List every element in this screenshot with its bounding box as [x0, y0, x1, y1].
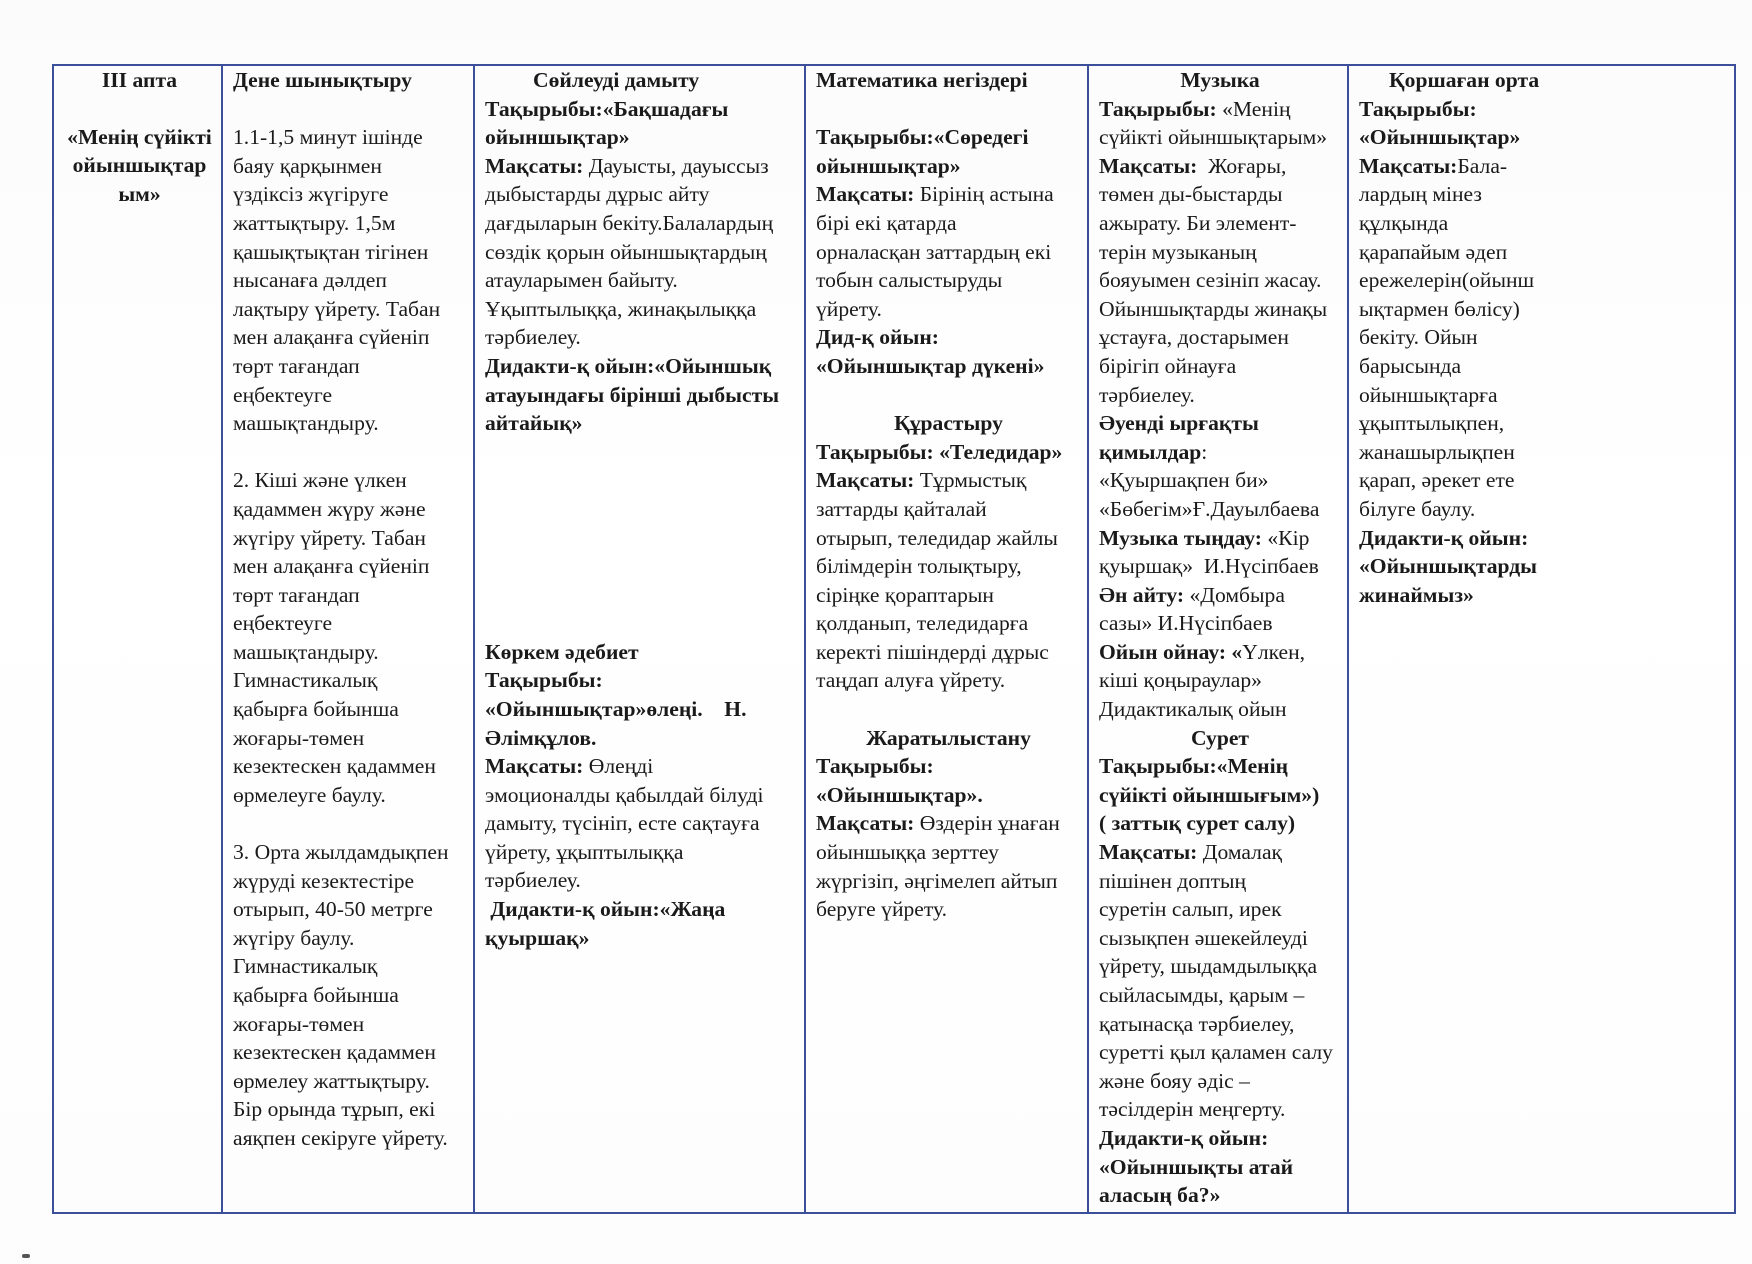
topic-label: Тақырыбы:	[485, 668, 603, 693]
text-line: білімдерін толықтыру,	[816, 554, 1022, 579]
text-line: бояуымен сезініп жасау.	[1099, 268, 1322, 293]
text-line: еңбектеуге	[233, 611, 333, 636]
text-line: беруге үйрету.	[816, 897, 948, 922]
goal-text: Дауысты, дауыссыз	[583, 153, 769, 178]
goal-label: Мақсаты:	[1359, 153, 1458, 178]
text-line: лақтыру үйрету. Табан	[233, 296, 441, 321]
text-line: жүгіру үйрету. Табан	[233, 525, 426, 550]
text-line: Ойыншықтарды жинақы	[1099, 296, 1328, 321]
text-line: ережелерін(ойынш	[1359, 268, 1535, 293]
text-line: «Бөбегім»Ғ.Дауылбаева	[1099, 496, 1320, 521]
text-line: керекті пішіндерді дұрыс	[816, 639, 1049, 664]
game-text: айтайық»	[485, 411, 583, 436]
text-line: аяқпен секіруге үйрету.	[233, 1125, 448, 1150]
text-line: тәрбиелеу.	[485, 325, 581, 350]
text-line: жүгіру баулу.	[233, 925, 355, 950]
text-line: жоғары-төмен	[233, 725, 365, 750]
topic-text: Әлімқұлов.	[485, 725, 597, 750]
goal-text: Өздерін ұнаған	[914, 811, 1060, 836]
topic-text: Тақырыбы: «Теледидар»	[816, 439, 1063, 464]
speech-development-cell	[474, 65, 805, 1213]
subject-header: Жаратылыстану	[866, 725, 1031, 750]
game-text: аласың ба?»	[1099, 1183, 1221, 1208]
goal-label: Мақсаты:	[1099, 153, 1198, 178]
text-line: атауларымен байыту.	[485, 268, 678, 293]
section-label: Ән айту:	[1099, 582, 1185, 607]
topic-text: Тақырыбы:«Сөредегі	[816, 125, 1029, 150]
goal-text: Өлеңді	[583, 754, 654, 779]
text-line: лардың мінез	[1359, 182, 1482, 207]
section-text: «Кір	[1261, 525, 1310, 550]
subject-header: Сөйлеуді дамыту	[533, 68, 700, 92]
game-text: атауындағы бірінші дыбысты	[485, 382, 780, 407]
topic-label: Тақырыбы:	[1099, 96, 1217, 121]
text-line: отырып, теледидар жайлы	[816, 525, 1058, 550]
text-line: бірігіп ойнауға	[1099, 353, 1237, 378]
text-line: кезектескен қадаммен	[233, 754, 436, 779]
text-line: нысанаға дәлдеп	[233, 268, 387, 293]
text-line: пішінен доптың	[1099, 868, 1247, 893]
text-line: жаттықтыру. 1,5м	[233, 210, 396, 235]
text-line: суретін салып, ирек	[1099, 897, 1282, 922]
text-line: қадаммен жүру және	[233, 496, 426, 521]
text-line: жоғары-төмен	[233, 1011, 365, 1036]
text-line: Ұқыптылыққа, жинақылыққа	[485, 296, 757, 321]
topic-label: Тақырыбы:	[485, 96, 603, 121]
subject-header: Көркем әдебиет	[485, 639, 639, 664]
text-line: үздіксіз жүгіруге	[233, 182, 389, 207]
text-line: сызықпен әшекейлеуді	[1099, 925, 1308, 950]
text-line: тәсілдерін меңгерту.	[1099, 1097, 1286, 1122]
physical-education-cell	[222, 65, 474, 1213]
text-line: 2. Кіші және үлкен	[233, 468, 407, 493]
text-line: сазы» И.Нүсіпбаев	[1099, 611, 1273, 636]
text-line: тобын салыстыруды	[816, 268, 1003, 293]
game-text: «Ойыншықтарды	[1359, 554, 1538, 579]
text-line: бекіту. Ойын	[1359, 325, 1478, 350]
goal-text: Домалақ	[1197, 840, 1283, 865]
topic-text: «Ойыншықтар»	[1359, 125, 1521, 150]
text-line: бірі екі қатарда	[816, 210, 957, 235]
scan-mark	[22, 1254, 30, 1258]
game-text: жинаймыз»	[1359, 582, 1474, 607]
text-line: суретті қыл қаламен салу	[1099, 1040, 1333, 1065]
text-line: 3. Орта жылдамдықпен	[233, 840, 449, 865]
text-line: білуге баулу.	[1359, 496, 1476, 521]
game-text: «Ойыншықтар дүкені»	[816, 353, 1045, 378]
text-line: қатынасқа тәрбиелеу,	[1099, 1011, 1295, 1036]
subject-header: Сурет	[1190, 725, 1250, 750]
table-row	[53, 65, 1735, 1213]
music-cell	[1088, 65, 1348, 1213]
week-theme-line: ойыншықтар	[72, 153, 207, 178]
text-line: ықтармен бөлісу)	[1359, 296, 1520, 321]
text-line: жүргізіп, әңгімелеп айтып	[816, 868, 1058, 893]
text-line: өрмелеу жаттықтыру.	[233, 1068, 430, 1093]
topic-text: Тақырыбы:«Менің	[1099, 754, 1289, 779]
text-line: кіші қоңыраулар»	[1099, 668, 1262, 693]
text-line: төрт тағандап	[233, 582, 360, 607]
text-line: ойыншықтарға	[1359, 382, 1498, 407]
subject-header: Құрастыру	[894, 411, 1003, 436]
game-text: Дидакти-қ ойын:«Ойыншық	[485, 353, 772, 378]
topic-text: Тақырыбы:	[1359, 96, 1477, 121]
goal-text: Бала-	[1457, 153, 1508, 178]
text-line: кезектескен қадаммен	[233, 1040, 436, 1065]
text-line: дағдыларын бекіту.Балалардың	[485, 210, 774, 235]
text-line: эмоционалды қабылдай білуді	[485, 782, 764, 807]
goal-text: Тұрмыстық	[914, 468, 1027, 493]
goal-text: Жоғары,	[1197, 153, 1287, 178]
subject-header: Математика негіздері	[816, 68, 1028, 92]
text-line: сіріңке қораптарын	[816, 582, 994, 607]
text-line: құлқында	[1359, 210, 1449, 235]
week-theme-line: ым»	[118, 181, 161, 206]
topic-text: ( заттық сурет салу)	[1099, 811, 1296, 836]
game-text: Дидакти-қ ойын:	[1359, 525, 1529, 550]
topic-text: Тақырыбы:	[816, 754, 934, 779]
math-cell	[805, 65, 1088, 1213]
text-line: таңдап алуға үйрету.	[816, 668, 1006, 693]
text-line: Гимнастикалық	[233, 668, 378, 693]
section-colon: :	[1201, 439, 1208, 464]
text-line: еңбектеуге	[233, 382, 333, 407]
text-line: үйрету, ұқыптылыққа	[485, 839, 684, 864]
section-label: қимылдар	[1099, 439, 1202, 464]
text-line: төрт тағандап	[233, 353, 360, 378]
week-theme-line: «Менің сүйікті	[67, 124, 212, 149]
text-line: мен алақанға сүйеніп	[233, 325, 430, 350]
text-line: машықтандыру.	[233, 639, 379, 664]
text-line: ұқыптылықпен,	[1359, 411, 1505, 436]
text-line: қолданып, теледидарға	[816, 611, 1029, 636]
goal-label: Мақсаты:	[816, 811, 915, 836]
topic-text: сүйікті ойыншықтарым»	[1099, 125, 1328, 150]
text-line: өрмелеуге баулу.	[233, 782, 386, 807]
game-text: Дидакти-қ ойын:	[1099, 1125, 1269, 1150]
text-line: отырып, 40-50 метрге	[233, 897, 433, 922]
text-line: қарап, әрекет ете	[1359, 468, 1515, 493]
text-line: Дидактикалық ойын	[1099, 697, 1287, 722]
text-line: қабырға бойынша	[233, 697, 399, 722]
text-line: сыйласымды, қарым –	[1099, 983, 1305, 1007]
section-label: Музыка тыңдау:	[1099, 525, 1262, 550]
physical-education-lines	[233, 123, 467, 1152]
topic-text: ойыншықтар»	[816, 153, 961, 178]
topic-text: «Ойыншықтар»өлеңі. Н.	[485, 696, 747, 721]
goal-label: Мақсаты:	[1099, 840, 1198, 865]
game-text: Дидакти-қ ойын:«Жаңа	[485, 897, 726, 922]
section-label: Әуенді ырғақты	[1099, 411, 1259, 436]
text-line: қуыршақ» И.Нүсіпбаев	[1099, 554, 1319, 579]
goal-text: Бірінің астына	[914, 182, 1054, 207]
topic-text: «Менің	[1216, 96, 1291, 121]
text-line: терін музыканың	[1099, 239, 1257, 264]
topic-text: «Бақшадағы	[602, 96, 729, 121]
text-line: қашықтықтан тігінен	[233, 239, 429, 264]
text-line: баяу қарқынмен	[233, 153, 382, 178]
text-line: Бір орында тұрып, екі	[233, 1097, 436, 1122]
text-line: қарапайым әдеп	[1359, 239, 1508, 264]
text-line: заттарды қайталай	[816, 496, 987, 521]
text-line: тәрбиелеу.	[1099, 382, 1195, 407]
goal-label: Мақсаты:	[816, 182, 915, 207]
section-label: Ойын ойнау: «	[1099, 639, 1243, 664]
text-line: ұстауға, достарымен	[1099, 325, 1289, 350]
lesson-plan-table	[52, 64, 1736, 1214]
game-text: қуыршақ»	[485, 925, 590, 950]
environment-cell	[1348, 65, 1735, 1213]
text-line: жанашырлықпен	[1359, 439, 1515, 464]
text-line: төмен ды-быстарды	[1099, 182, 1283, 207]
text-line: барысында	[1359, 353, 1462, 378]
text-line: «Қуыршақпен би»	[1099, 468, 1269, 493]
text-line: жүруді кезектестіре	[233, 868, 415, 893]
text-line: машықтандыру.	[233, 411, 379, 436]
subject-header: Дене шынықтыру	[233, 68, 412, 92]
section-text: Үлкен,	[1242, 639, 1306, 664]
goal-label: Мақсаты:	[485, 754, 584, 779]
topic-text: ойыншықтар»	[485, 125, 630, 150]
text-line: үйрету.	[816, 296, 882, 321]
text-line: тәрбиелеу.	[485, 868, 581, 893]
text-line: Гимнастикалық	[233, 954, 378, 979]
subject-header: Музыка	[1180, 68, 1260, 92]
goal-label: Мақсаты:	[485, 153, 584, 178]
topic-text: «Ойыншықтар».	[816, 782, 983, 807]
subject-header: Қоршаған орта	[1389, 68, 1540, 92]
text-line: дыбыстарды дұрыс айту	[485, 182, 710, 207]
text-line: дамыту, түсініп, есте сақтауға	[485, 811, 760, 836]
text-line: сөздік қорын ойыншықтардың	[485, 239, 767, 264]
text-line: ойыншыққа зерттеу	[816, 840, 999, 865]
goal-label: Мақсаты:	[816, 468, 915, 493]
text-line: мен алақанға сүйеніп	[233, 554, 430, 579]
text-line: қабырға бойынша	[233, 983, 399, 1007]
game-text: Дид-қ ойын:	[816, 325, 939, 350]
text-line: 1.1-1,5 минут ішінде	[233, 125, 423, 150]
text-line: және бояу әдіс –	[1099, 1068, 1250, 1093]
text-line: үйрету, шыдамдылыққа	[1099, 954, 1318, 979]
text-line: орналасқан заттардың екі	[816, 239, 1052, 264]
section-text: «Домбыра	[1184, 582, 1285, 607]
week-label: III апта	[101, 68, 178, 92]
text-line: ажырату. Би элемент-	[1099, 210, 1297, 235]
week-cell	[53, 65, 222, 1213]
topic-text: сүйікті ойыншығым»)	[1099, 782, 1320, 807]
game-text: «Ойыншықты атай	[1099, 1154, 1294, 1179]
